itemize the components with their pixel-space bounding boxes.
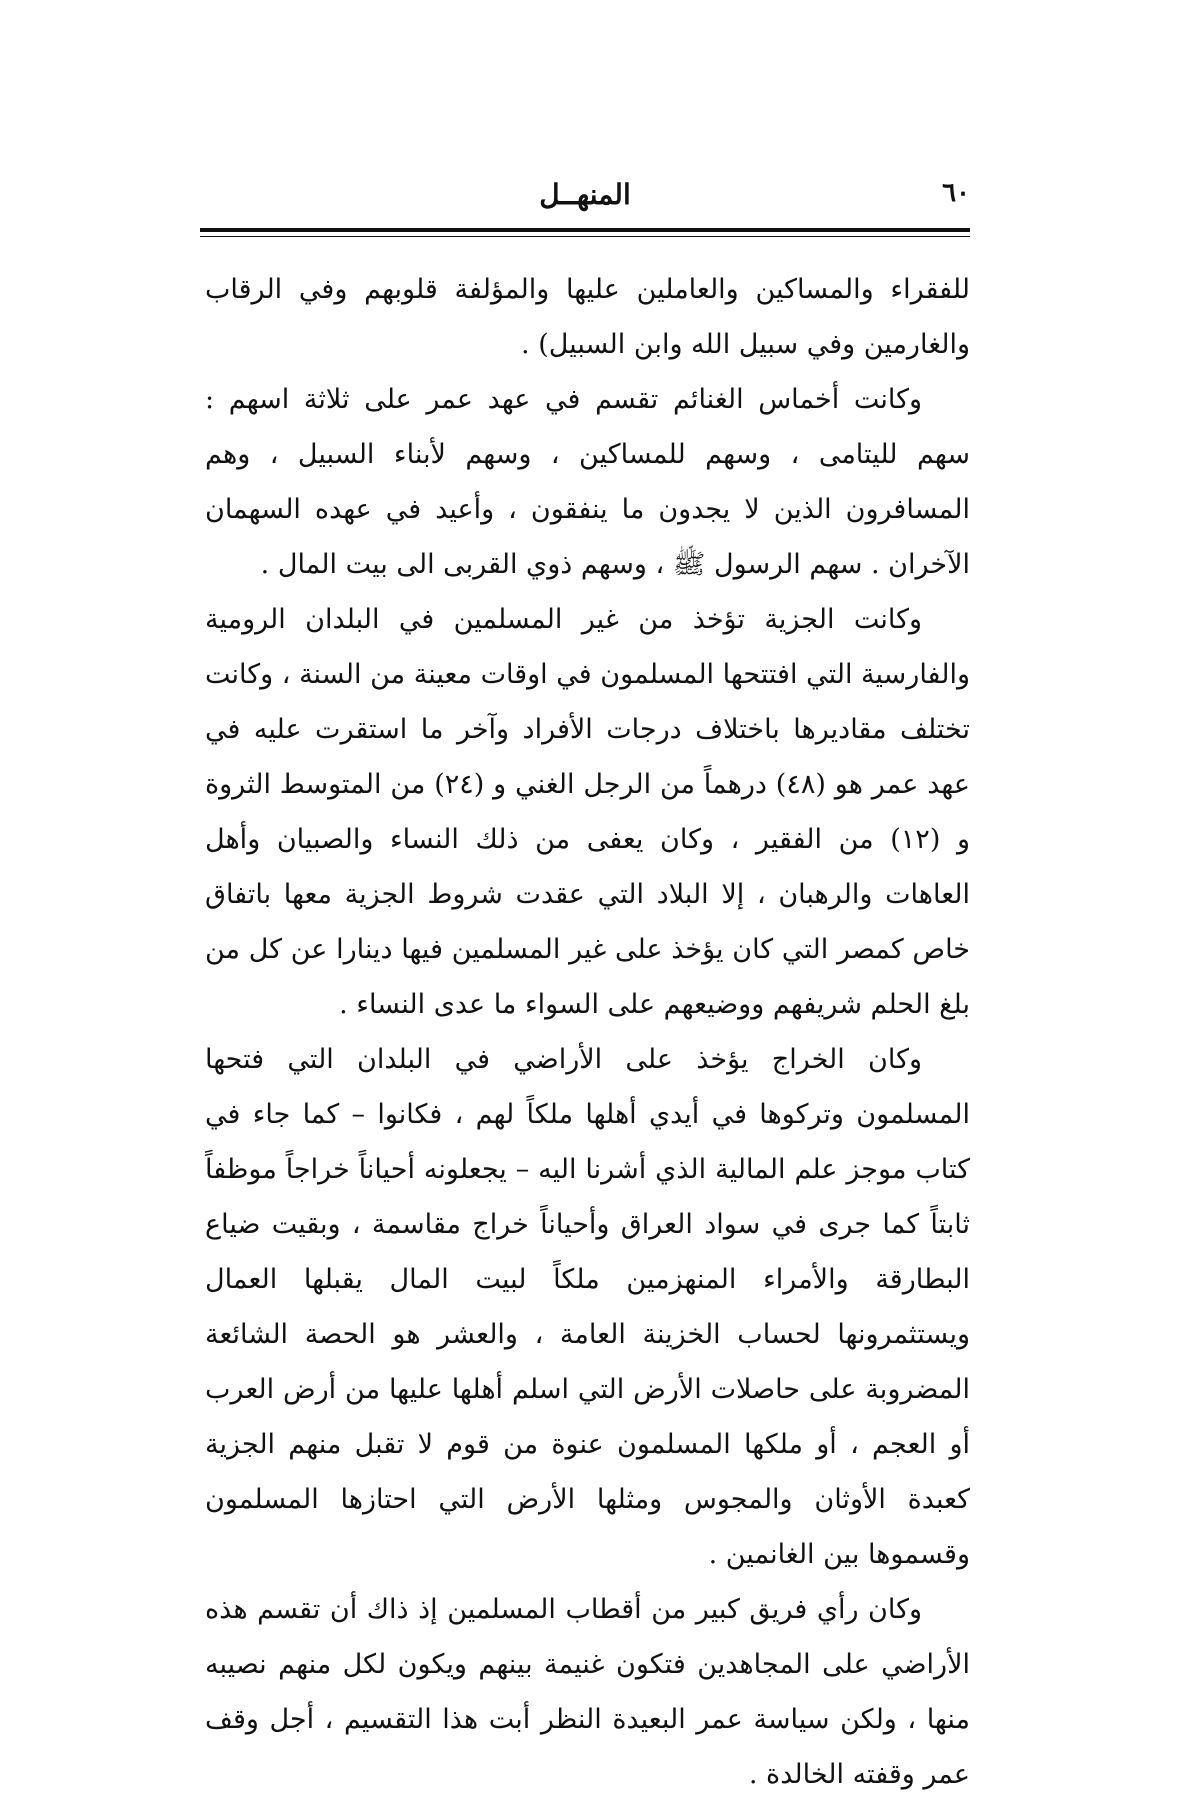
header-rule [200, 228, 970, 232]
paragraph-verse-continuation: للفقراء والمساكين والعاملين عليها والمؤلفة قلوبهم وفي الرقاب والغارمين وفي سبيل الله وابن السبيل) . [205, 274, 970, 360]
paragraph-jizya: وكانت الجزية تؤخذ من غير المسلمين في البلدان الرومية والفارسية التي افتتحها المسلمون في اوقات معينة من السنة ، وكانت تختلف مقاديرها باختلاف درجات الأفراد وآخر ما استقرت عليه في عهد عمر هو (٤٨) درهماً من الرجل الغني و (٢٤) من المتوسط الثروة و (١٢) من الفقير ، وكان يعفى من ذلك النساء والصبيان وأهل العاهات والرهبان ، إلا البلاد التي عقدت شروط الجزية معها باتفاق خاص كمصر التي كان يؤخذ على غير المسلمين فيها دينارا عن كل من بلغ الحلم شريفهم ووضيعهم على السواء ما عدى النساء . [205, 604, 970, 1020]
header-rule-thin [200, 236, 970, 237]
running-title: المنهــل [539, 178, 631, 211]
page-header [200, 178, 970, 218]
paragraph-ghanaim: وكانت أخماس الغنائم تقسم في عهد عمر على ثلاثة اسهم : سهم لليتامى ، وسهم للمساكين ، وسهم لأبناء السبيل ، وهم المسافرون الذين لا يجدون ما ينفقون ، وأعيد في عهده السهمان الآخران . سهم الرسول ﷺ ، وسهم ذوي القربى الى بيت المال . [205, 384, 970, 580]
paragraph-umar-policy: وكان رأي فريق كبير من أقطاب المسلمين إذ ذاك أن تقسم هذه الأراضي على المجاهدين فتكون غنيمة بينهم ويكون لكل منهم نصيبه منها ، ولكن سياسة عمر البعيدة النظر أبت هذا التقسيم ، أجل وقف عمر وقفته الخالدة . [205, 1594, 970, 1790]
page-number: ٦٠ [942, 178, 970, 208]
paragraph-kharaj: وكان الخراج يؤخذ على الأراضي في البلدان التي فتحها المسلمون وتركوها في أيدي أهلها ملكاً لهم ، فكانوا – كما جاء في كتاب موجز علم المالية الذي أشرنا اليه – يجعلونه أحياناً خراجاً موظفاً ثابتاً كما جرى في سواد العراق وأحياناً خراج مقاسمة ، وبقيت ضياع البطارقة والأمراء المنهزمين ملكاً لبيت المال يقبلها العمال ويستثمرونها لحساب الخزينة العامة ، والعشر هو الحصة الشائعة المضروبة على حاصلات الأرض التي اسلم أهلها عليها من أرض العرب أو العجم ، أو ملكها المسلمون عنوة من قوم لا تقبل منهم الجزية كعبدة الأوثان والمجوس ومثلها الأرض التي احتازها المسلمون وقسموها بين الغانمين . [205, 1044, 971, 1570]
article-body [205, 262, 970, 1802]
